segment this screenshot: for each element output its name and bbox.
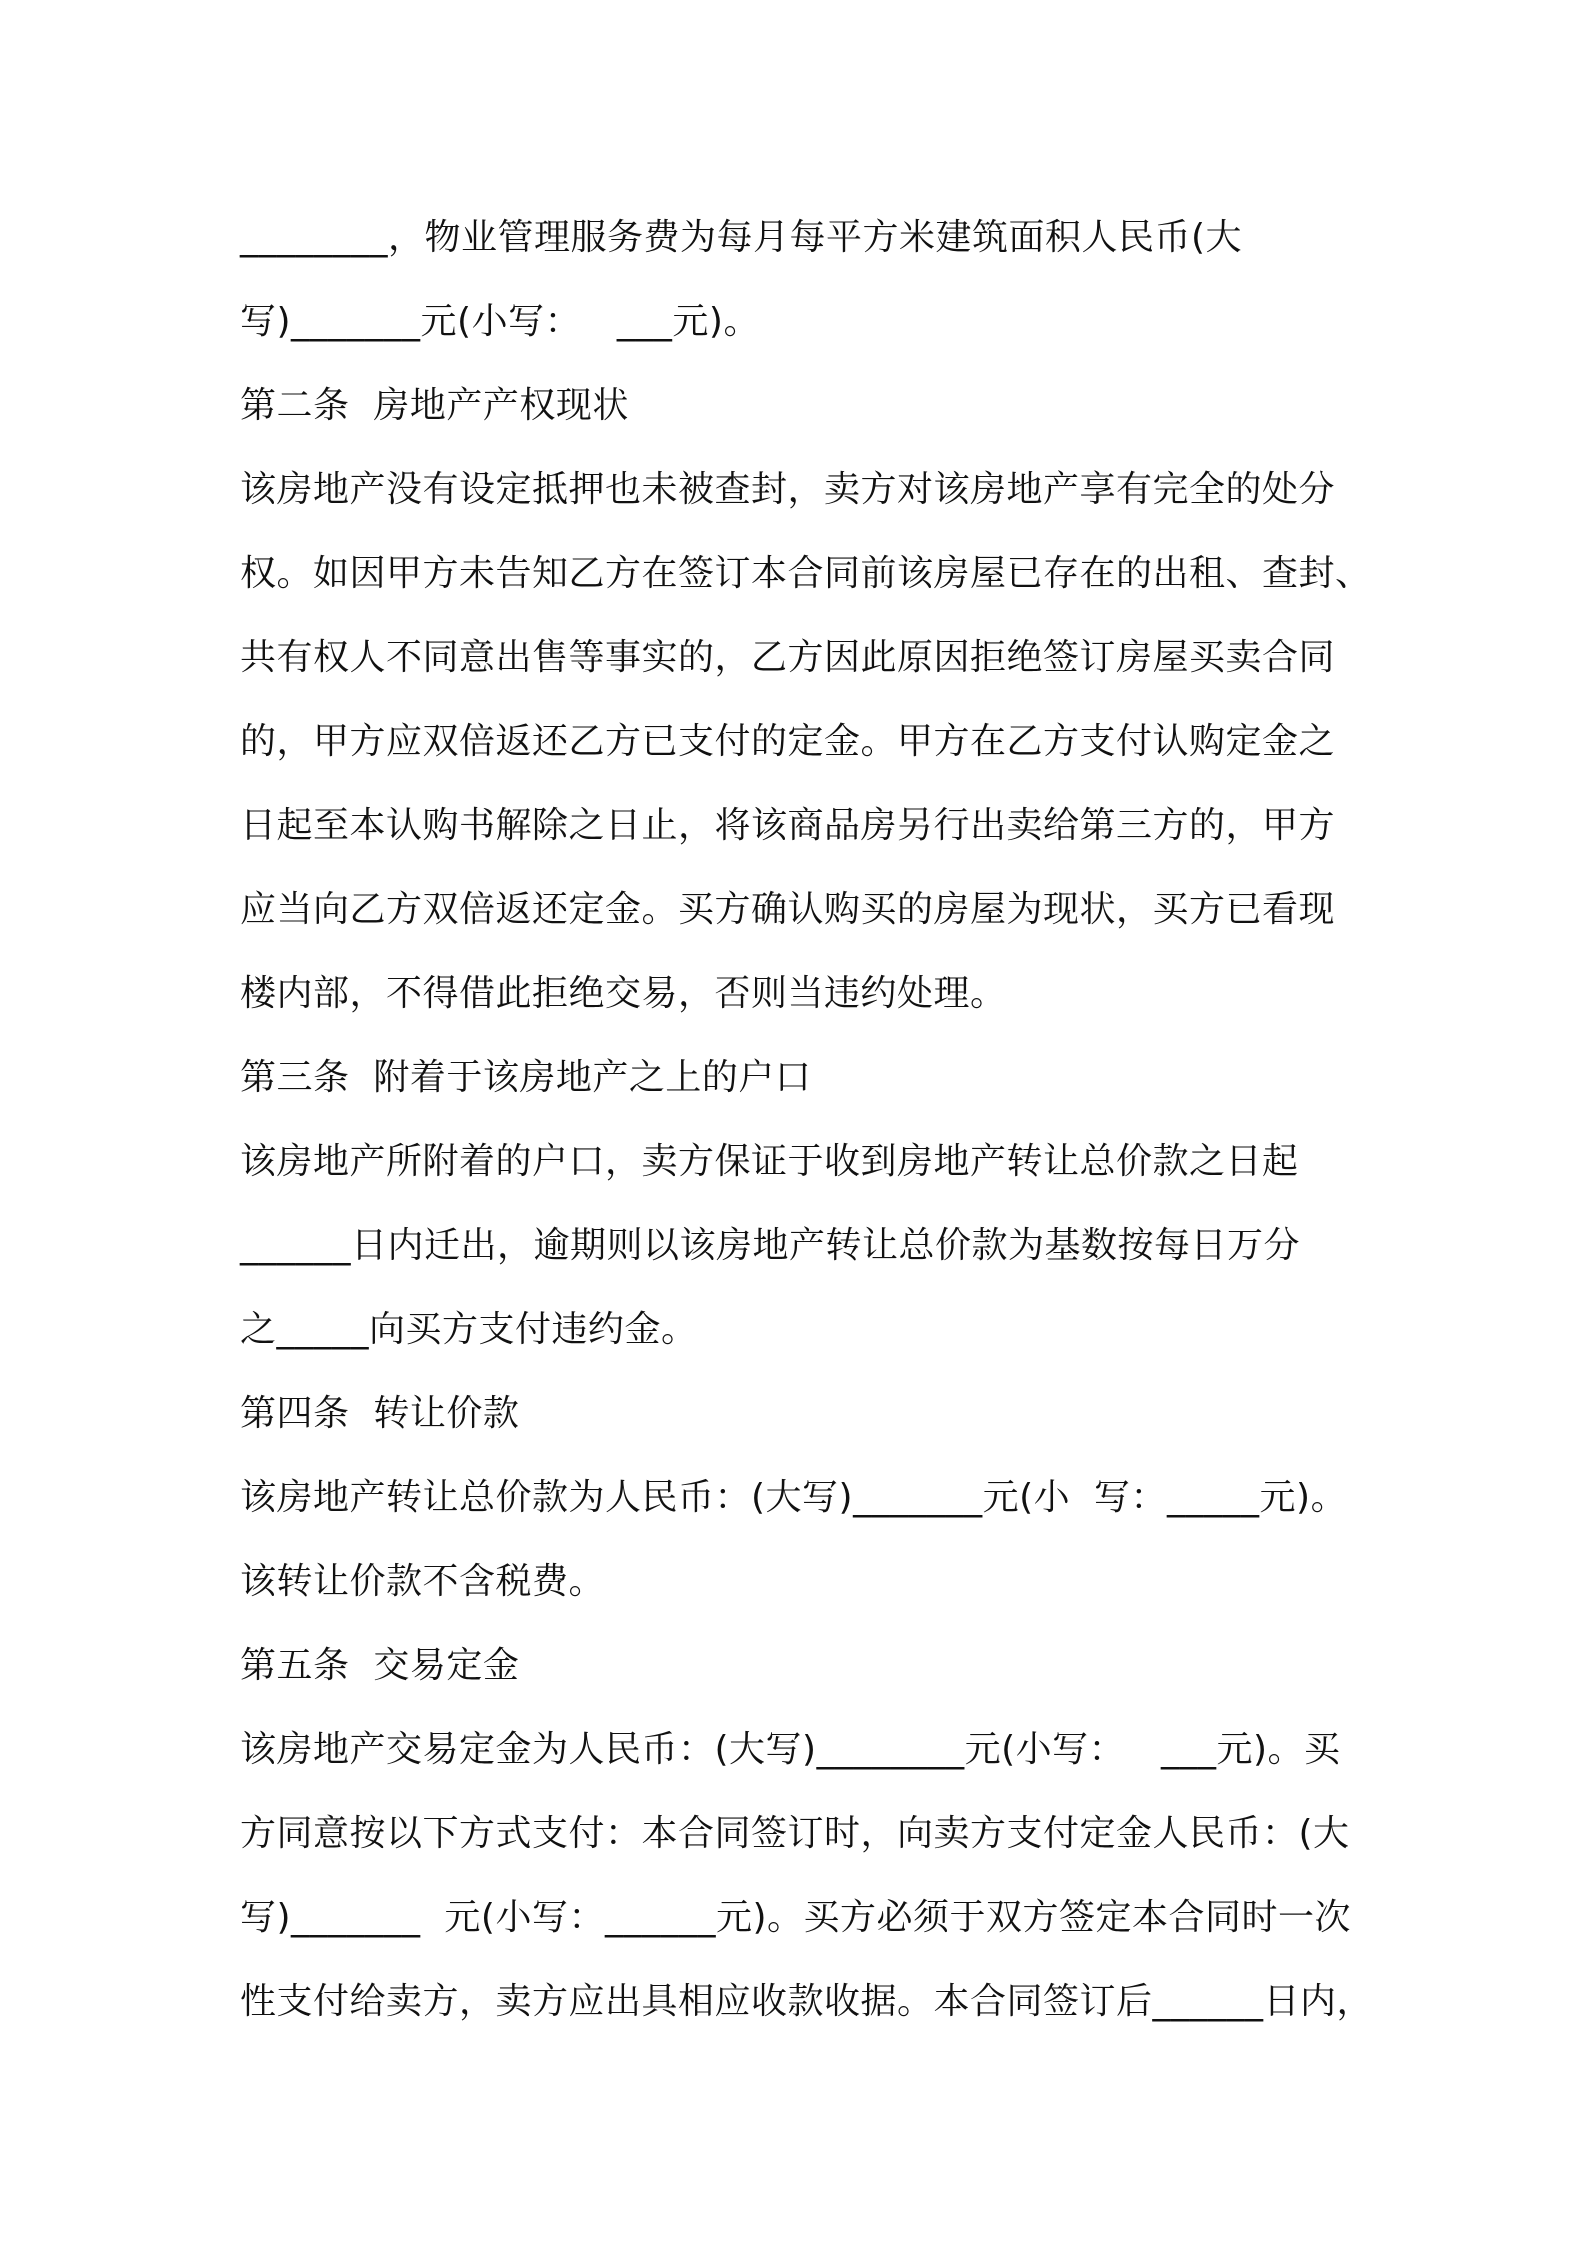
article-heading: 第二条 房地产产权现状 (240, 385, 629, 426)
text-line: 该房地产没有设定抵押也未被查封，卖方对该房地产享有完全的处分 (240, 469, 1336, 510)
text-line: 日起至本认购书解除之日止，将该商品房另行出卖给第三方的，甲方 (240, 805, 1336, 846)
text-line: 权。如因甲方未告知乙方在签订本合同前该房屋已存在的出租、查封、 (240, 553, 1372, 594)
text-line: 共有权人不同意出售等事实的，乙方因此原因拒绝签订房屋买卖合同 (240, 637, 1336, 678)
text-line: ______日内迁出，逾期则以该房地产转让总价款为基数按每日万分 (240, 1225, 1301, 1266)
text-line: 应当向乙方双倍返还定金。买方确认购买的房屋为现状，买方已看现 (240, 889, 1336, 930)
text-line: 写)_______元(小写： ___元)。 (240, 301, 760, 342)
text-line: 楼内部，不得借此拒绝交易，否则当违约处理。 (240, 973, 1007, 1014)
text-line: 该房地产所附着的户口，卖方保证于收到房地产转让总价款之日起 (240, 1141, 1299, 1182)
text-line: 写)_______ 元(小写：______元)。买方必须于双方签定本合同时一次 (240, 1897, 1352, 1938)
text-line: 该房地产转让总价款为人民币：(大写)_______元(小 写：_____元)。 (240, 1477, 1348, 1518)
contract-body (240, 196, 1374, 2044)
text-line: 性支付给卖方，卖方应出具相应收款收据。本合同签订后______日内， (240, 1981, 1374, 2022)
text-line: ________，物业管理服务费为每月每平方米建筑面积人民币(大 (240, 217, 1243, 258)
text-line: 之_____向买方支付违约金。 (240, 1309, 698, 1350)
article-heading: 第五条 交易定金 (240, 1645, 520, 1686)
article-heading: 第三条 附着于该房地产之上的户口 (240, 1057, 812, 1098)
article-heading: 第四条 转让价款 (240, 1393, 520, 1434)
text-line: 该房地产交易定金为人民币：(大写)________元(小写： ___元)。买 (240, 1729, 1341, 1770)
text-line: 该转让价款不含税费。 (240, 1561, 606, 1602)
text-line: 的，甲方应双倍返还乙方已支付的定金。甲方在乙方支付认购定金之 (240, 721, 1336, 762)
text-line: 方同意按以下方式支付：本合同签订时，向卖方支付定金人民币：(大 (240, 1813, 1350, 1854)
